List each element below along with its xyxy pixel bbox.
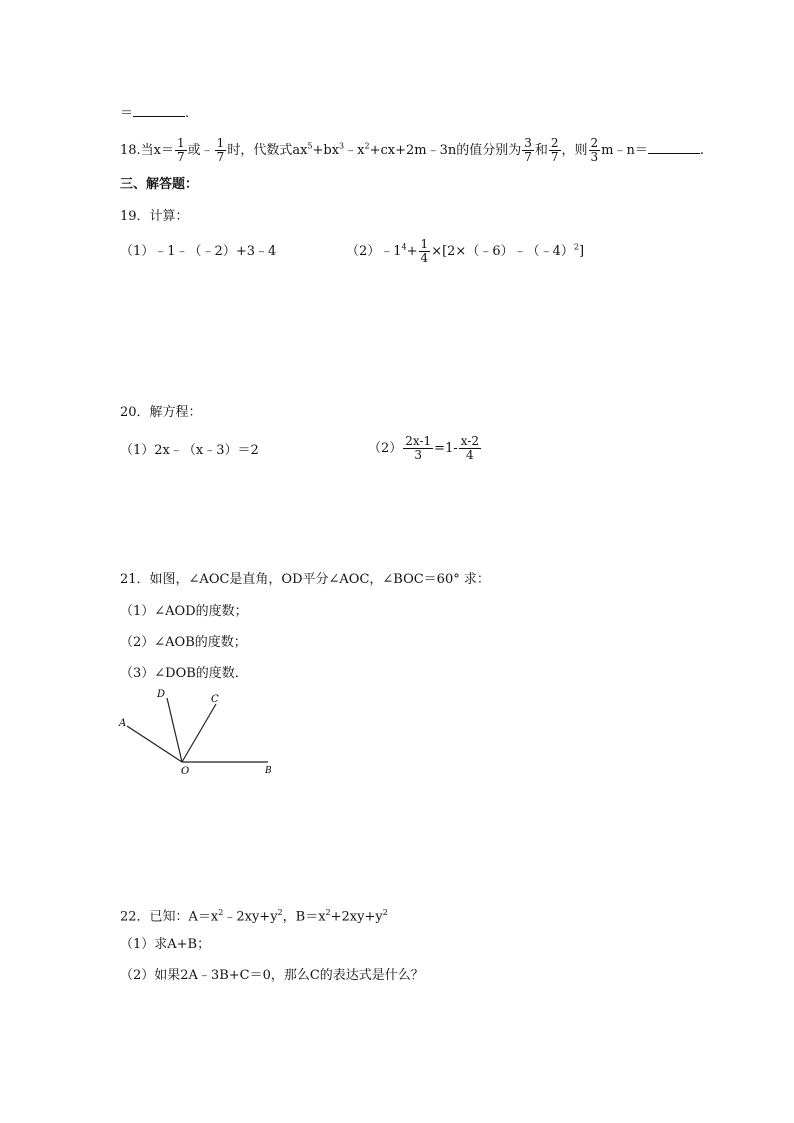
fraction: $\frac{x-2}{4}$	[460, 434, 479, 462]
fraction: $\frac{2}{7}$	[550, 136, 559, 164]
question-19-part-1: （1）﹣1﹣（﹣2）+3﹣4	[120, 244, 277, 259]
fraction: $\frac{1}{4}$	[420, 237, 429, 265]
question-21-part-2: （2）∠AOB的度数；	[120, 635, 247, 650]
question-19-part-2: $(2)﹣1^4+$ $\frac{1}{4}$ ×[2×（﹣6）﹣（﹣4）$^2$]	[346, 237, 585, 265]
ray-oc	[182, 704, 216, 762]
question-18: 18.当x＝ $\frac{1}{7}$ 或﹣ $\frac{1}{7}$ 时，代数式$ax^5+bx^3﹣x^2+cx+2m﹣3n$的值分别为 $\frac{3}{7}$ 和 $\frac{2}{7}$ ，则 $\frac{2}{3}$ m﹣n＝ .	[120, 136, 705, 164]
equals-sign: ＝	[120, 106, 134, 121]
question-21-title: 21．如图，∠AOC是直角，OD平分∠AOC，∠BOC＝60° 求：	[120, 572, 490, 587]
question-22-part-2: （2）如果2A﹣3B+C＝0，那么C的表达式是什么？	[120, 968, 424, 983]
fraction: $\frac{1}{7}$	[216, 136, 225, 164]
angle-figure	[110, 682, 280, 782]
label-o: O	[181, 766, 190, 777]
label-d: D	[157, 689, 166, 700]
question-22-part-1: （1）求A+B；	[120, 937, 211, 952]
label-b: B	[265, 766, 272, 776]
question-21-part-3: （3）∠DOB的度数．	[120, 666, 248, 681]
label-a: A	[119, 718, 127, 729]
question-20-part-2: （2） $\frac{2x-1}{3}$ =1- $\frac{x-2}{4}$	[368, 434, 479, 462]
fraction: $\frac{2x-1}{3}$	[405, 434, 432, 462]
fraction: $\frac{1}{7}$	[177, 136, 185, 164]
fraction: $\frac{2}{3}$	[590, 136, 599, 164]
fraction: $\frac{3}{7}$	[524, 136, 532, 164]
ray-oa	[127, 726, 182, 762]
section-heading: 三、解答题：	[120, 177, 199, 192]
question-20-title: 20．解方程：	[120, 405, 202, 420]
answer-blank	[648, 141, 700, 154]
ray-od	[167, 698, 182, 762]
answer-line-17: ＝ .	[120, 106, 190, 121]
question-20-part-1: （1）2x﹣（x﹣3）＝2	[120, 443, 259, 458]
label-c: C	[211, 694, 219, 705]
question-22-title: 22．已知：$A=x^2﹣2xy+y^2$，$B=x^2+2xy+y^2$	[120, 908, 388, 925]
answer-blank	[133, 104, 185, 117]
question-21-part-1: （1）∠AOD的度数；	[120, 604, 248, 619]
question-19-title: 19．计算：	[120, 209, 189, 224]
